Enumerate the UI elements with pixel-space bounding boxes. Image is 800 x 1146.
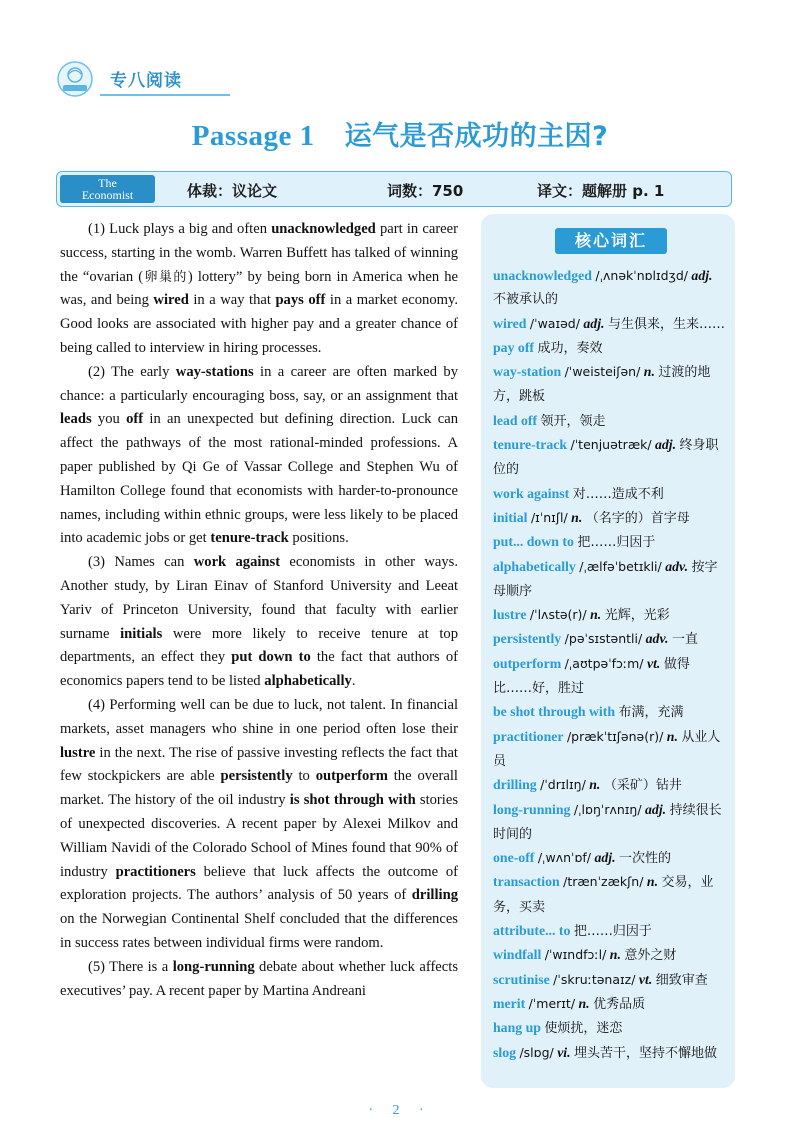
vocab-word: practitioner xyxy=(493,728,564,744)
vocab-part-of-speech: n. xyxy=(589,777,601,793)
passage-number: Passage 1 xyxy=(191,120,315,152)
vocab-part-of-speech: n. xyxy=(666,728,678,744)
vocab-definition: 与生俱来，生来…… xyxy=(607,316,725,332)
text-run: . xyxy=(351,673,356,690)
vocab-definition: 对……造成不利 xyxy=(572,486,664,502)
vocab-word: lead off xyxy=(493,412,538,428)
vocab-phonetic: /pəˈsɪstəntli/ xyxy=(564,631,643,647)
vocab-entry xyxy=(493,482,725,506)
vocab-entry xyxy=(493,1016,725,1040)
vocab-definition: 交易，业务，买卖 xyxy=(493,875,714,915)
vocab-part-of-speech: vt. xyxy=(638,971,653,987)
vocab-entry xyxy=(493,943,725,967)
vocab-word: way-station xyxy=(493,364,562,380)
vocab-entry xyxy=(493,555,725,604)
passage-title xyxy=(0,114,800,153)
text-run: in a career are often marked by chance: a particularly encouraging boss, say, or an assignment that xyxy=(60,363,458,404)
paragraph-3 xyxy=(60,551,458,694)
vocab-definition: 优秀品质 xyxy=(593,996,646,1012)
vocab-definition: 光辉，光彩 xyxy=(604,608,670,624)
vocab-word: transaction xyxy=(493,874,560,890)
vocab-phonetic: /prækˈtɪʃənə(r)/ xyxy=(566,728,664,744)
text-run: (4) Performing well can be due to luck, not talent. In financial markets, asset managers who shine in one period often lose their xyxy=(60,696,458,737)
vocab-word: persistently xyxy=(493,631,562,647)
vocab-word: unacknowledged xyxy=(493,268,592,283)
text-run: part in career success, starting in the womb. Warren Buffett has talked of winning the “ovarian ( xyxy=(60,221,458,285)
vocab-phonetic: /ˌælfəˈbetɪkli/ xyxy=(579,558,662,574)
vocab-definition: 过渡的地方，跳板 xyxy=(493,365,711,405)
vocab-phonetic: /ˌʌnəkˈnɒlɪdʒd/ xyxy=(595,268,688,283)
vocab-word: one-off xyxy=(493,850,535,866)
vocab-entry xyxy=(493,336,725,360)
vocab-word: be shot through with xyxy=(493,704,616,720)
vocab-definition: 把……归因于 xyxy=(573,924,652,940)
key-term: lustre xyxy=(60,744,96,761)
vocab-part-of-speech: adv. xyxy=(645,631,669,647)
vocab-entry xyxy=(493,870,725,919)
vocab-part-of-speech: n. xyxy=(590,607,602,623)
paragraph-1 xyxy=(60,218,458,361)
vocab-definition: 成功，奏效 xyxy=(537,340,603,356)
vocab-entry xyxy=(493,652,725,701)
vocab-phonetic: /ˈskruːtənaɪz/ xyxy=(553,971,636,987)
vocab-definition: 一次性的 xyxy=(619,851,672,867)
paragraph-4 xyxy=(60,694,458,956)
vocab-phonetic: /ˈwaɪəd/ xyxy=(529,315,580,331)
vocab-definition: 不被承认的 xyxy=(493,292,559,308)
text-run: (5) There is a xyxy=(88,958,173,975)
translation-ref-label: 译文：题解册 p. 1 xyxy=(537,182,665,200)
vocab-entry xyxy=(493,409,725,433)
text-run: (1) Luck plays a big and often xyxy=(88,221,272,237)
vocab-phonetic: /ˈdrɪlɪŋ/ xyxy=(540,777,586,793)
vocab-phonetic: /ˌaʊtpəˈfɔːm/ xyxy=(564,655,644,671)
vocabulary-heading: 核心词汇 xyxy=(555,228,667,254)
vocab-definition: 一直 xyxy=(671,632,698,648)
vocab-definition: 从业人员 xyxy=(493,729,721,769)
vocab-entry xyxy=(493,919,725,943)
vocab-definition: 埋头苦干，坚持不懈地做 xyxy=(574,1045,718,1061)
text-run: believe that luck affects the outcome of exploration projects. The authors’ analysis of 50 years of xyxy=(60,863,458,904)
vocab-part-of-speech: n. xyxy=(609,947,621,963)
vocab-part-of-speech: adj. xyxy=(583,315,605,331)
text-run: on the Norwegian Continental Shelf concluded that the differences in success rates between individual firms were random. xyxy=(60,911,458,951)
text-run: debate about whether luck affects executives’ pay. A recent paper by Martina Andreani xyxy=(60,958,459,999)
vocab-entry xyxy=(493,603,725,627)
key-term: work against xyxy=(193,554,281,571)
text-run: in a market economy. Good looks are associated with higher pay and a greater chance of being called to interview in hiring processes. xyxy=(60,292,458,356)
vocab-phonetic: /ˈlʌstə(r)/ xyxy=(529,607,587,623)
vocab-entry xyxy=(493,360,725,409)
vocab-word: lustre xyxy=(493,607,527,623)
vocab-entry xyxy=(493,433,725,482)
text-run: economists in other ways. Another study, by Liran Einav of Stanford University and Leeat Yariv of Princeton University, found that faculty with earlier surname xyxy=(60,554,458,642)
vocab-word: slog xyxy=(493,1044,516,1060)
economist-logo xyxy=(60,175,155,203)
text-run: in a way that xyxy=(188,292,276,309)
key-term: leads xyxy=(60,411,92,428)
vocab-definition: 按字母顺序 xyxy=(493,559,718,599)
key-term: is shot through with xyxy=(289,792,416,809)
key-term: tenure-track xyxy=(210,530,289,547)
text-run: the fact that authors of economics papers tend to be listed xyxy=(60,649,458,690)
vocab-entry xyxy=(493,798,725,847)
vocab-part-of-speech: adj. xyxy=(655,437,677,453)
vocab-word: put... down to xyxy=(493,534,574,550)
vocab-entry xyxy=(493,264,725,312)
header-divider xyxy=(100,94,230,96)
vocab-definition: 领开，领走 xyxy=(540,413,606,429)
key-term: put down to xyxy=(231,649,311,666)
text-run: in an unexpected but defining direction. Luck can affect the pathways of the most rational-minded professions. A paper published by Qi Ge of Vassar College and Stephen Wu of Hamilton College found that economists with harder-to-pronounce names, including within ethnic groups, were less likely to be placed into academic jobs or get xyxy=(60,411,458,547)
passage-info-bar xyxy=(56,171,732,207)
vocab-word: wired xyxy=(493,315,527,331)
text-run: were more likely to receive tenure at top departments, an effect they xyxy=(60,625,458,666)
key-term: initials xyxy=(120,625,163,642)
page-number: · 2 · xyxy=(368,1103,432,1118)
vocab-word: work against xyxy=(493,485,570,501)
text-run: in the next. The rise of passive investing reflects the fact that few stockpickers are able xyxy=(60,744,458,785)
vocab-phonetic: /trænˈzækʃn/ xyxy=(563,874,644,890)
vocab-entry xyxy=(493,846,725,870)
text-run: (2) The early xyxy=(88,363,176,380)
text-run: ) lottery” by being born in America when he was, and being xyxy=(60,268,458,309)
genre-label: 体裁：议论文 xyxy=(187,182,278,200)
vocab-word: initial xyxy=(493,509,528,525)
vocab-word: merit xyxy=(493,995,526,1011)
text-run: positions. xyxy=(288,530,349,547)
key-term: pays off xyxy=(275,292,326,309)
vocab-word: drilling xyxy=(493,777,537,793)
vocab-phonetic: /ˈwɪndfɔːl/ xyxy=(544,947,607,963)
vocab-definition: 做得比……好，胜过 xyxy=(493,656,690,697)
text-run: you xyxy=(91,411,127,428)
text-run: to xyxy=(292,768,316,785)
economist-logo-line2: Economist xyxy=(81,188,134,202)
vocab-word: scrutinise xyxy=(493,971,550,987)
text-run: the overall market. The history of the oil industry xyxy=(60,768,458,809)
key-term: unacknowledged xyxy=(271,221,376,237)
vocab-word: attribute... to xyxy=(493,923,571,939)
key-term: persistently xyxy=(220,768,293,785)
vocab-word: tenure-track xyxy=(493,437,568,453)
vocab-definition: 持续很长时间的 xyxy=(493,802,722,842)
text-run: 卵巢的 xyxy=(143,269,188,285)
vocab-entry xyxy=(493,700,725,724)
vocab-part-of-speech: vi. xyxy=(557,1044,571,1060)
vocab-definition: 终身职位的 xyxy=(493,438,719,478)
article-body xyxy=(60,218,458,1003)
vocab-definition: （采矿）钻井 xyxy=(603,778,682,794)
passage-title-cn: 运气是否成功的主因? xyxy=(344,121,609,152)
vocab-part-of-speech: n. xyxy=(643,364,655,380)
key-term: outperform xyxy=(315,768,388,785)
vocab-phonetic: /slɒg/ xyxy=(519,1044,554,1060)
vocab-phonetic: /ˈmerɪt/ xyxy=(528,995,576,1011)
vocab-entry xyxy=(493,725,725,774)
vocab-word: alphabetically xyxy=(493,558,576,574)
vocab-word: windfall xyxy=(493,947,542,963)
vocab-definition: 把……归因于 xyxy=(577,535,656,551)
vocabulary-list xyxy=(493,264,725,1065)
vocab-definition: 意外之财 xyxy=(624,948,677,964)
vocab-part-of-speech: adj. xyxy=(645,801,667,817)
text-run: (3) Names can xyxy=(88,554,194,571)
vocab-part-of-speech: adj. xyxy=(594,850,616,866)
vocab-word: hang up xyxy=(493,1020,541,1036)
vocab-entry xyxy=(493,773,725,797)
section-label: 专八阅读 xyxy=(110,71,182,91)
vocab-entry xyxy=(493,627,725,651)
word-count-label: 词数：750 xyxy=(387,182,464,200)
key-term: wired xyxy=(153,292,189,309)
economist-logo-line1: The xyxy=(98,176,117,190)
key-term: alphabetically xyxy=(264,673,352,690)
vocab-part-of-speech: adj. xyxy=(691,268,713,283)
vocab-part-of-speech: adv. xyxy=(665,558,689,574)
vocab-word: pay off xyxy=(493,339,535,355)
publisher-logo-icon xyxy=(56,60,94,98)
vocabulary-panel xyxy=(481,214,735,1088)
paragraph-2 xyxy=(60,361,458,551)
vocab-definition: 使烦扰，迷恋 xyxy=(544,1021,623,1037)
key-term: off xyxy=(126,411,144,428)
vocab-part-of-speech: vt. xyxy=(646,655,661,671)
vocab-word: outperform xyxy=(493,655,562,671)
vocab-entry xyxy=(493,530,725,554)
vocab-entry xyxy=(493,992,725,1016)
vocab-part-of-speech: n. xyxy=(571,509,583,525)
vocab-phonetic: /ˌlɒŋˈrʌnɪŋ/ xyxy=(573,801,642,817)
key-term: way-stations xyxy=(175,363,254,380)
text-run: stories of unexpected discoveries. A recent paper by Alexei Milkov and William Navidi of the Colorado School of Mines found that 90% of industry xyxy=(60,792,458,880)
vocab-entry xyxy=(493,1041,725,1065)
vocab-entry xyxy=(493,968,725,992)
vocab-definition: （名字的）首字母 xyxy=(585,510,690,526)
vocab-phonetic: /ˈtenjuətræk/ xyxy=(570,437,652,453)
vocab-phonetic: /ˈweisteiʃən/ xyxy=(564,364,641,380)
vocab-entry xyxy=(493,506,725,530)
key-term: drilling xyxy=(411,887,458,904)
key-term: long-running xyxy=(172,958,255,975)
vocab-word: long-running xyxy=(493,801,571,817)
vocab-definition: 细致审查 xyxy=(655,972,708,988)
vocab-phonetic: /ɪˈnɪʃl/ xyxy=(530,509,568,525)
vocab-entry xyxy=(493,312,725,336)
key-term: practitioners xyxy=(115,863,196,880)
paragraph-5 xyxy=(60,956,458,1004)
vocab-definition: 布满，充满 xyxy=(618,705,684,721)
vocab-part-of-speech: n. xyxy=(646,874,659,890)
vocab-phonetic: /ˌwʌnˈɒf/ xyxy=(537,850,592,866)
vocab-part-of-speech: n. xyxy=(578,995,590,1011)
